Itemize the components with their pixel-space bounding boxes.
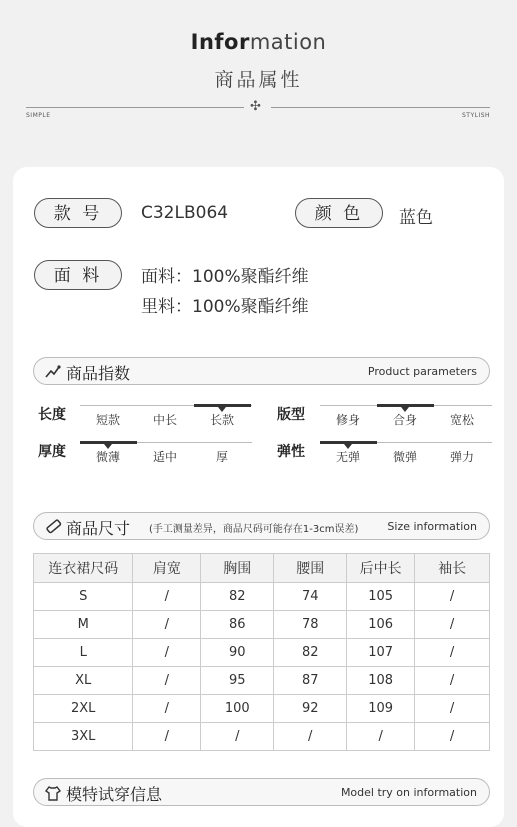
- size-cell: /: [133, 667, 201, 695]
- params-en: Product parameters: [367, 365, 477, 378]
- size-cell: /: [415, 583, 490, 611]
- param-option: 微弹: [392, 450, 417, 464]
- size-title: 商品尺寸: [66, 519, 131, 538]
- size-cell: 108: [347, 667, 415, 695]
- param-option: 中长: [152, 413, 177, 427]
- size-header-cell: 胸围: [201, 554, 274, 583]
- title-cn: 商品属性: [214, 69, 303, 91]
- divider-right: [271, 107, 490, 108]
- param-option: 适中: [152, 450, 177, 464]
- param-option: 短款: [95, 413, 120, 427]
- style-no-label: 款 号: [34, 198, 122, 228]
- param-label: 长度: [38, 407, 66, 423]
- size-table: [33, 553, 490, 751]
- size-cell: 2XL: [34, 695, 133, 723]
- size-cell: 100: [201, 695, 274, 723]
- param-label: 厚度: [38, 444, 66, 460]
- size-cell: /: [133, 639, 201, 667]
- size-cell: /: [347, 723, 415, 751]
- model-en: Model try on information: [340, 786, 477, 799]
- ruler-icon: [44, 518, 62, 536]
- size-cell: 82: [274, 639, 347, 667]
- size-cell: 3XL: [34, 723, 133, 751]
- table-row: [34, 695, 490, 723]
- size-cell: S: [34, 583, 133, 611]
- size-cell: 78: [274, 611, 347, 639]
- size-en: Size information: [387, 520, 477, 533]
- param-option: 修身: [335, 413, 360, 427]
- size-header-cell: 肩宽: [133, 554, 201, 583]
- size-cell: 92: [274, 695, 347, 723]
- param-option: 微薄: [95, 450, 120, 464]
- model-section-bar: [33, 778, 490, 806]
- fabric-label: 面 料: [34, 260, 122, 290]
- color-value: 蓝色: [399, 208, 433, 228]
- param-option: 宽松: [449, 413, 474, 427]
- size-table-header: [34, 554, 490, 583]
- params-section-bar: [33, 357, 490, 385]
- color-label: 颜 色: [295, 198, 383, 228]
- size-header-cell: 后中长: [347, 554, 415, 583]
- param-option: 无弹: [335, 450, 360, 464]
- size-cell: M: [34, 611, 133, 639]
- size-cell: /: [201, 723, 274, 751]
- size-cell: 95: [201, 667, 274, 695]
- param-label: 弹性: [277, 444, 305, 460]
- tag-simple: SIMPLE: [26, 112, 51, 119]
- size-cell: 86: [201, 611, 274, 639]
- param-label: 版型: [277, 407, 305, 423]
- param-option: 合身: [392, 413, 417, 427]
- size-header-cell: 袖长: [415, 554, 490, 583]
- size-cell: 106: [347, 611, 415, 639]
- table-row: [34, 639, 490, 667]
- size-cell: /: [133, 723, 201, 751]
- size-cell: 105: [347, 583, 415, 611]
- size-cell: /: [274, 723, 347, 751]
- size-cell: /: [415, 667, 490, 695]
- divider-left: [26, 107, 244, 108]
- size-cell: L: [34, 639, 133, 667]
- shirt-icon: [44, 784, 62, 802]
- size-cell: 87: [274, 667, 347, 695]
- tag-stylish: STYLISH: [462, 112, 491, 119]
- param-option: 厚: [215, 450, 228, 464]
- size-cell: /: [133, 695, 201, 723]
- divider-mark-icon: ✣: [250, 99, 261, 114]
- size-note: (手工测量差异，商品尺码可能存在1-3cm误差): [149, 524, 359, 535]
- param-option: 弹力: [449, 450, 474, 464]
- size-cell: /: [415, 695, 490, 723]
- title-en: Information: [190, 30, 327, 54]
- table-row: [34, 667, 490, 695]
- size-cell: /: [133, 583, 201, 611]
- size-cell: /: [133, 611, 201, 639]
- size-cell: 82: [201, 583, 274, 611]
- table-row: [34, 723, 490, 751]
- size-cell: 107: [347, 639, 415, 667]
- fabric-lining: 里料：100%聚酯纤维: [141, 297, 309, 317]
- size-cell: /: [415, 723, 490, 751]
- size-cell: 109: [347, 695, 415, 723]
- table-row: [34, 611, 490, 639]
- model-title: 模特试穿信息: [66, 785, 163, 804]
- size-cell: /: [415, 611, 490, 639]
- style-no-value: C32LB064: [141, 203, 229, 223]
- params-title: 商品指数: [66, 364, 131, 383]
- size-cell: 74: [274, 583, 347, 611]
- size-section-bar: [33, 512, 490, 540]
- size-header-cell: 连衣裙尺码: [34, 554, 133, 583]
- size-header-cell: 腰围: [274, 554, 347, 583]
- table-row: [34, 583, 490, 611]
- fabric-outer: 面料：100%聚酯纤维: [141, 267, 309, 287]
- param-option: 长款: [209, 413, 234, 427]
- size-cell: XL: [34, 667, 133, 695]
- size-cell: 90: [201, 639, 274, 667]
- trend-icon: [44, 363, 62, 381]
- info-header: [0, 0, 517, 150]
- size-cell: /: [415, 639, 490, 667]
